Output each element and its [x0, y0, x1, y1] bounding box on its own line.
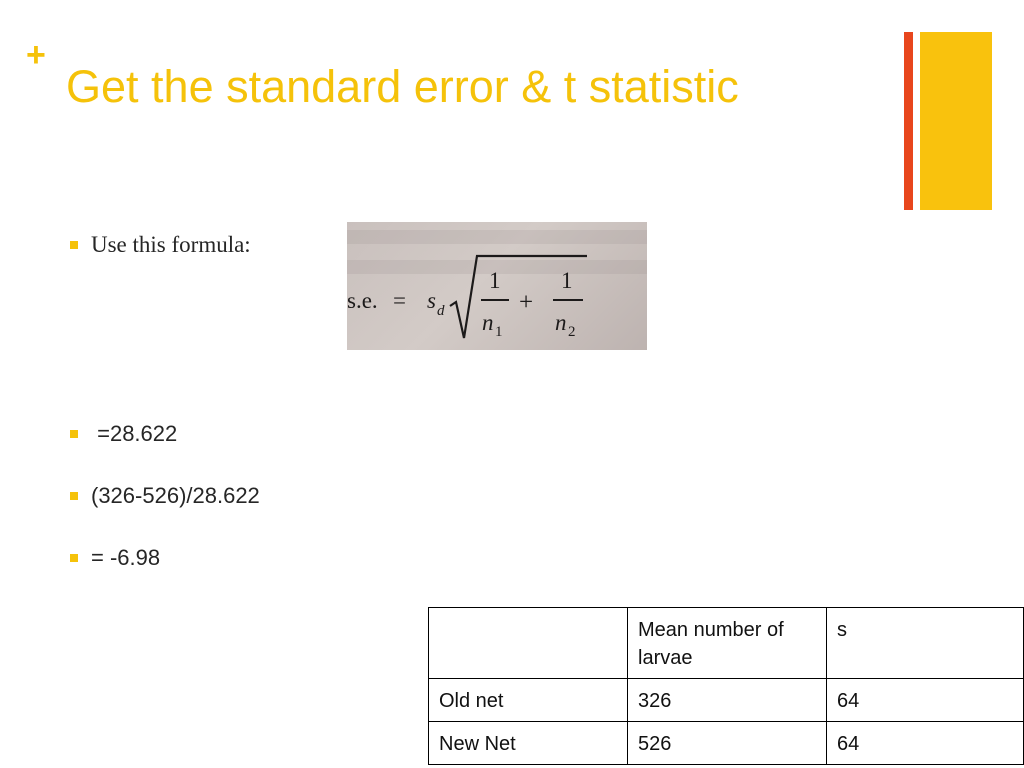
formula-coef: s — [427, 288, 436, 313]
table-cell: 326 — [628, 679, 827, 722]
bullet-text: (326-526)/28.622 — [91, 483, 260, 508]
formula-plus: + — [519, 289, 534, 316]
formula-den2: n — [555, 310, 567, 335]
table-header-cell: s — [827, 608, 1024, 679]
bullet-item — [70, 421, 177, 447]
bullet-marker — [70, 492, 78, 500]
table-row — [429, 722, 1024, 765]
bullet-marker — [70, 430, 78, 438]
formula-equals: = — [393, 288, 406, 313]
table-row — [429, 679, 1024, 722]
table-header-cell: Mean number of larvae — [628, 608, 827, 679]
formula-den1-sub: 1 — [495, 324, 503, 340]
bullet-marker — [70, 241, 78, 249]
table-header-cell — [429, 608, 628, 679]
table-cell: 64 — [827, 722, 1024, 765]
bullet-text: =28.622 — [91, 421, 178, 446]
bullet-item — [70, 545, 160, 571]
table-header-row — [429, 608, 1024, 679]
slide-title: Get the standard error & t statistic — [66, 61, 739, 112]
formula-coef-sub: d — [437, 303, 445, 319]
formula-lhs: s.e. — [347, 288, 378, 313]
slide-marker: + — [26, 36, 46, 74]
decor-red-bar — [904, 32, 913, 210]
table-cell: Old net — [429, 679, 628, 722]
formula-num1: 1 — [489, 268, 501, 293]
formula-image — [347, 222, 647, 350]
table-cell: 64 — [827, 679, 1024, 722]
table-cell: 526 — [628, 722, 827, 765]
bullet-item — [70, 232, 251, 258]
formula-num2: 1 — [561, 268, 573, 293]
formula-svg — [347, 222, 647, 350]
formula-den2-sub: 2 — [568, 324, 576, 340]
bullet-item — [70, 483, 260, 509]
decor-yellow-bar — [920, 32, 992, 210]
formula-den1: n — [482, 310, 494, 335]
table-cell: New Net — [429, 722, 628, 765]
bullet-text: Use this formula: — [91, 232, 251, 257]
bullet-marker — [70, 554, 78, 562]
bullet-text: = -6.98 — [91, 545, 161, 570]
data-table — [428, 607, 1024, 765]
